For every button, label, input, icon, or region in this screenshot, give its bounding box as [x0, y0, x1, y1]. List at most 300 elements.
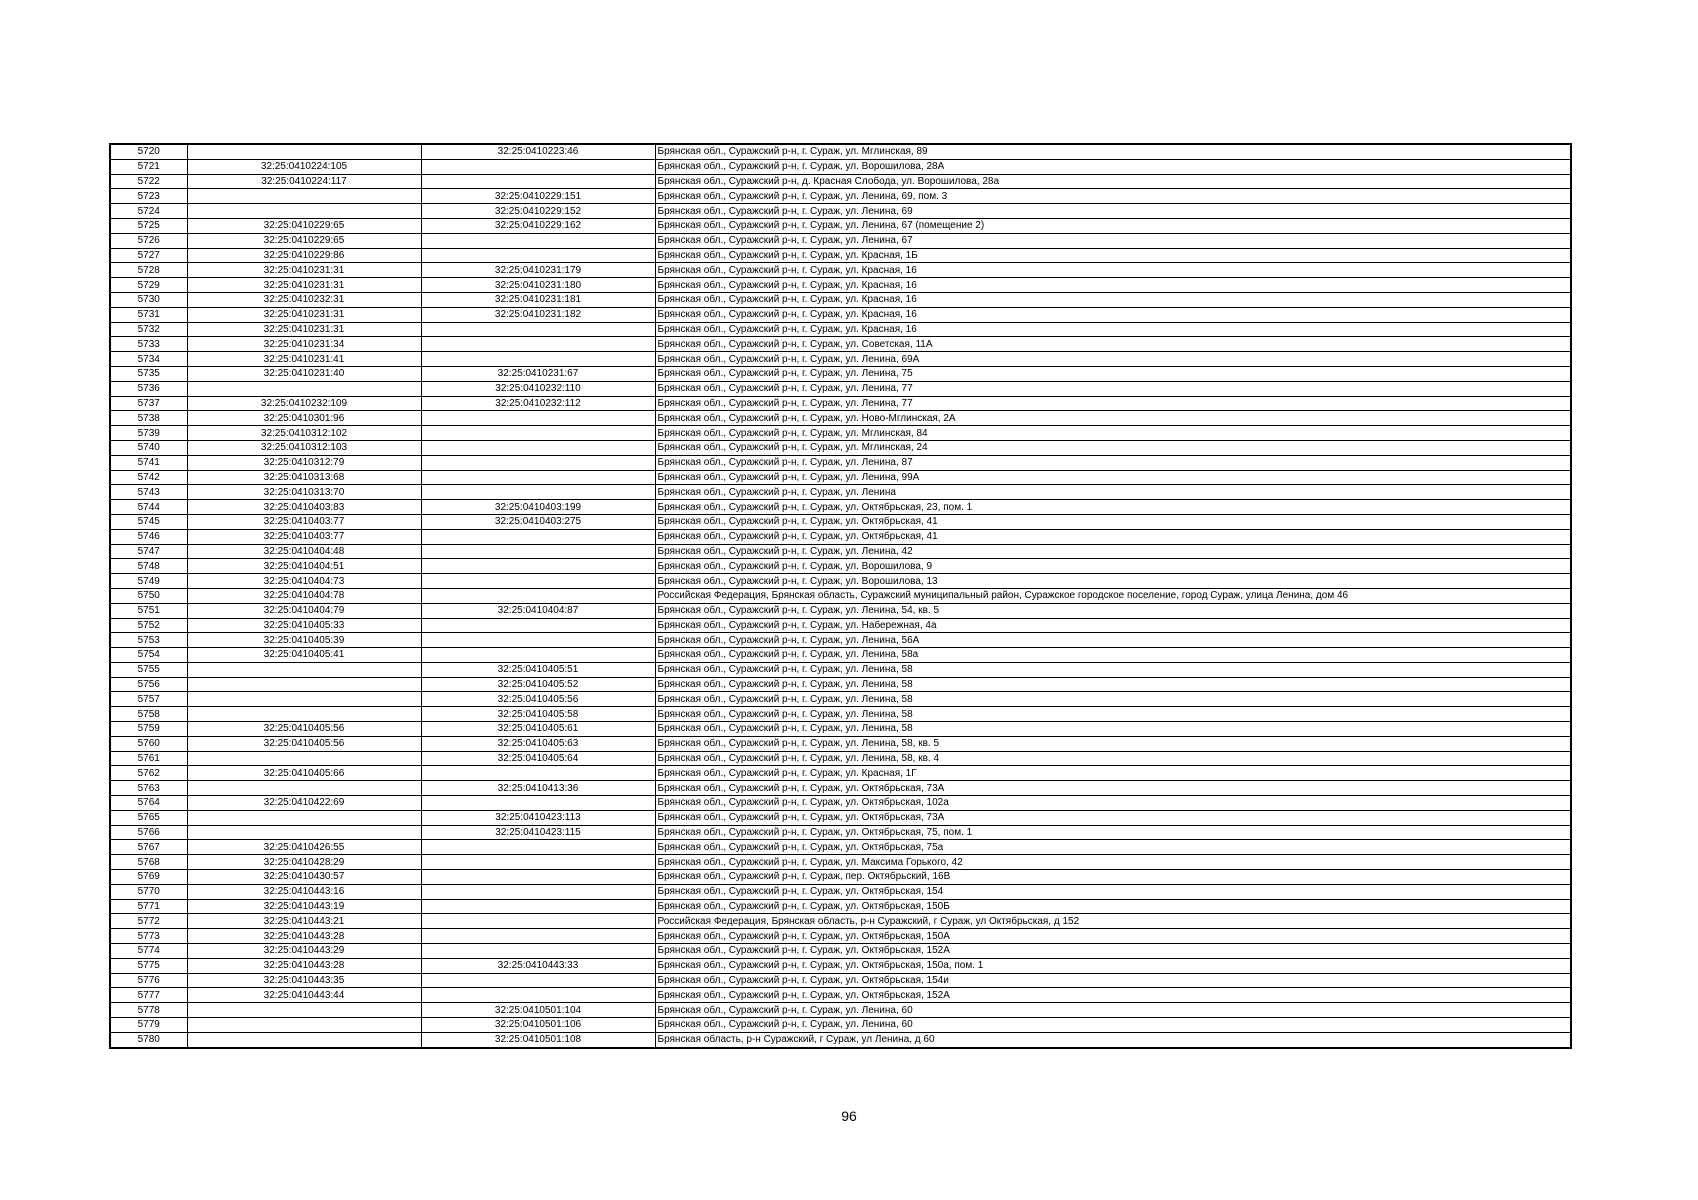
row-number-cell: 5768 [110, 855, 187, 870]
cadastral-number-land-cell: 32:25:0410301:96 [187, 411, 421, 426]
cadastral-number-object-cell [421, 322, 655, 337]
table-row [110, 914, 1571, 929]
cadastral-number-object-cell: 32:25:0410229:152 [421, 204, 655, 219]
cadastral-number-land-cell: 32:25:0410404:48 [187, 544, 421, 559]
address-cell: Брянская обл., Суражский р-н, г. Сураж, ул. Ленина, 87 [655, 455, 1571, 470]
table-row [110, 870, 1571, 885]
address-cell: Брянская обл., Суражский р-н, г. Сураж, ул. Мглинская, 89 [655, 144, 1571, 159]
row-number-cell: 5779 [110, 1018, 187, 1033]
cadastral-number-object-cell [421, 440, 655, 455]
cadastral-number-land-cell: 32:25:0410405:39 [187, 633, 421, 648]
cadastral-number-object-cell: 32:25:0410405:61 [421, 722, 655, 737]
address-cell: Брянская обл., Суражский р-н, г. Сураж, ул. Октябрьская, 23, пом. 1 [655, 500, 1571, 515]
cadastral-number-land-cell: 32:25:0410231:31 [187, 278, 421, 293]
address-cell: Брянская обл., Суражский р-н, г. Сураж, ул. Ворошилова, 9 [655, 559, 1571, 574]
address-cell: Брянская обл., Суражский р-н, г. Сураж, ул. Ленина, 77 [655, 381, 1571, 396]
cadastral-number-object-cell: 32:25:0410229:162 [421, 218, 655, 233]
cadastral-number-object-cell [421, 929, 655, 944]
cadastral-number-object-cell [421, 337, 655, 352]
table-row [110, 973, 1571, 988]
table-row [110, 366, 1571, 381]
address-cell: Брянская обл., Суражский р-н, г. Сураж, ул. Ленина, 58 [655, 692, 1571, 707]
row-number-cell: 5752 [110, 618, 187, 633]
page-number: 96 [841, 1108, 857, 1124]
cadastral-number-land-cell: 32:25:0410231:31 [187, 263, 421, 278]
table-row [110, 485, 1571, 500]
cadastral-number-land-cell [187, 825, 421, 840]
table-row [110, 529, 1571, 544]
row-number-cell: 5776 [110, 973, 187, 988]
row-number-cell: 5738 [110, 411, 187, 426]
cadastral-number-object-cell [421, 559, 655, 574]
cadastral-number-object-cell [421, 633, 655, 648]
cadastral-number-land-cell: 32:25:0410231:34 [187, 337, 421, 352]
cadastral-number-object-cell [421, 914, 655, 929]
cadastral-number-land-cell: 32:25:0410428:29 [187, 855, 421, 870]
row-number-cell: 5733 [110, 337, 187, 352]
address-cell: Брянская обл., Суражский р-н, г. Сураж, ул. Красная, 1Г [655, 766, 1571, 781]
cadastral-number-object-cell [421, 884, 655, 899]
cadastral-number-object-cell [421, 544, 655, 559]
table-row [110, 233, 1571, 248]
row-number-cell: 5728 [110, 263, 187, 278]
cadastral-number-object-cell [421, 470, 655, 485]
cadastral-number-land-cell: 32:25:0410231:31 [187, 322, 421, 337]
cadastral-number-land-cell [187, 751, 421, 766]
cadastral-number-land-cell: 32:25:0410313:68 [187, 470, 421, 485]
address-cell: Брянская обл., Суражский р-н, г. Сураж, ул. Ленина [655, 485, 1571, 500]
cadastral-number-object-cell: 32:25:0410231:181 [421, 292, 655, 307]
address-cell: Брянская обл., Суражский р-н, г. Сураж, ул. Октябрьская, 150А [655, 929, 1571, 944]
row-number-cell: 5721 [110, 159, 187, 174]
table-row [110, 455, 1571, 470]
row-number-cell: 5753 [110, 633, 187, 648]
address-cell: Брянская обл., Суражский р-н, г. Сураж, ул. Ленина, 58 [655, 707, 1571, 722]
row-number-cell: 5740 [110, 440, 187, 455]
cadastral-number-object-cell: 32:25:0410403:199 [421, 500, 655, 515]
cadastral-number-land-cell [187, 189, 421, 204]
address-cell: Брянская обл., Суражский р-н, г. Сураж, ул. Октябрьская, 102а [655, 796, 1571, 811]
cadastral-number-land-cell: 32:25:0410403:83 [187, 500, 421, 515]
cadastral-number-object-cell: 32:25:0410231:182 [421, 307, 655, 322]
address-cell: Брянская обл., Суражский р-н, г. Сураж, ул. Ленина, 60 [655, 1003, 1571, 1018]
table-row [110, 292, 1571, 307]
table-row [110, 204, 1571, 219]
cadastral-number-object-cell [421, 840, 655, 855]
table-row [110, 218, 1571, 233]
cadastral-number-land-cell [187, 662, 421, 677]
row-number-cell: 5757 [110, 692, 187, 707]
address-cell: Брянская обл., Суражский р-н, г. Сураж, ул. Ленина, 54, кв. 5 [655, 603, 1571, 618]
cadastral-number-land-cell [187, 144, 421, 159]
cadastral-number-land-cell: 32:25:0410430:57 [187, 870, 421, 885]
row-number-cell: 5764 [110, 796, 187, 811]
cadastral-number-land-cell [187, 707, 421, 722]
row-number-cell: 5736 [110, 381, 187, 396]
cadastral-number-land-cell: 32:25:0410403:77 [187, 514, 421, 529]
cadastral-table [109, 143, 1572, 1049]
cadastral-number-land-cell: 32:25:0410232:109 [187, 396, 421, 411]
table-row [110, 411, 1571, 426]
address-cell: Брянская область, р-н Суражский, г Сураж, ул Ленина, д 60 [655, 1032, 1571, 1047]
row-number-cell: 5744 [110, 500, 187, 515]
cadastral-number-object-cell: 32:25:0410232:110 [421, 381, 655, 396]
row-number-cell: 5778 [110, 1003, 187, 1018]
cadastral-number-land-cell: 32:25:0410229:86 [187, 248, 421, 263]
cadastral-number-land-cell: 32:25:0410443:19 [187, 899, 421, 914]
cadastral-number-land-cell: 32:25:0410443:16 [187, 884, 421, 899]
address-cell: Брянская обл., Суражский р-н, г. Сураж, ул. Ворошилова, 28А [655, 159, 1571, 174]
row-number-cell: 5774 [110, 944, 187, 959]
row-number-cell: 5742 [110, 470, 187, 485]
cadastral-number-land-cell [187, 381, 421, 396]
table-row [110, 559, 1571, 574]
address-cell: Брянская обл., Суражский р-н, г. Сураж, ул. Ленина, 99А [655, 470, 1571, 485]
row-number-cell: 5745 [110, 514, 187, 529]
address-cell: Брянская обл., Суражский р-н, д. Красная Слобода, ул. Ворошилова, 28а [655, 174, 1571, 189]
cadastral-number-land-cell [187, 810, 421, 825]
table-row [110, 988, 1571, 1003]
cadastral-number-land-cell: 32:25:0410224:117 [187, 174, 421, 189]
cadastral-number-land-cell: 32:25:0410426:55 [187, 840, 421, 855]
table-row [110, 929, 1571, 944]
cadastral-number-land-cell: 32:25:0410422:69 [187, 796, 421, 811]
address-cell: Брянская обл., Суражский р-н, г. Сураж, ул. Ленина, 69 [655, 204, 1571, 219]
address-cell: Брянская обл., Суражский р-н, г. Сураж, ул. Набережная, 4а [655, 618, 1571, 633]
table-row [110, 174, 1571, 189]
table-row [110, 1032, 1571, 1047]
cadastral-number-object-cell [421, 574, 655, 589]
address-cell: Брянская обл., Суражский р-н, г. Сураж, ул. Ленина, 58 [655, 662, 1571, 677]
table-row [110, 263, 1571, 278]
table-row [110, 337, 1571, 352]
cadastral-number-object-cell [421, 973, 655, 988]
address-cell: Брянская обл., Суражский р-н, г. Сураж, ул. Красная, 16 [655, 307, 1571, 322]
cadastral-number-object-cell [421, 899, 655, 914]
row-number-cell: 5771 [110, 899, 187, 914]
row-number-cell: 5754 [110, 648, 187, 663]
row-number-cell: 5730 [110, 292, 187, 307]
address-cell: Брянская обл., Суражский р-н, г. Сураж, ул. Ленина, 56А [655, 633, 1571, 648]
cadastral-number-land-cell [187, 692, 421, 707]
table-row [110, 796, 1571, 811]
cadastral-number-land-cell: 32:25:0410404:79 [187, 603, 421, 618]
table-row [110, 692, 1571, 707]
address-cell: Брянская обл., Суражский р-н, г. Сураж, ул. Ленина, 42 [655, 544, 1571, 559]
cadastral-number-land-cell: 32:25:0410231:40 [187, 366, 421, 381]
cadastral-number-object-cell [421, 944, 655, 959]
table-row [110, 470, 1571, 485]
cadastral-number-object-cell [421, 248, 655, 263]
table-row [110, 396, 1571, 411]
cadastral-number-land-cell: 32:25:0410443:44 [187, 988, 421, 1003]
row-number-cell: 5727 [110, 248, 187, 263]
cadastral-number-object-cell [421, 766, 655, 781]
table-row [110, 677, 1571, 692]
row-number-cell: 5747 [110, 544, 187, 559]
address-cell: Брянская обл., Суражский р-н, г. Сураж, ул. Ленина, 67 (помещение 2) [655, 218, 1571, 233]
address-cell: Брянская обл., Суражский р-н, г. Сураж, ул. Ленина, 58 [655, 722, 1571, 737]
table-row [110, 899, 1571, 914]
row-number-cell: 5755 [110, 662, 187, 677]
cadastral-number-object-cell: 32:25:0410231:180 [421, 278, 655, 293]
table-row [110, 648, 1571, 663]
table-row [110, 633, 1571, 648]
cadastral-number-land-cell: 32:25:0410405:33 [187, 618, 421, 633]
table-row [110, 544, 1571, 559]
cadastral-number-object-cell [421, 796, 655, 811]
cadastral-number-object-cell [421, 529, 655, 544]
cadastral-number-object-cell [421, 988, 655, 1003]
address-cell: Брянская обл., Суражский р-н, г. Сураж, ул. Октябрьская, 73А [655, 781, 1571, 796]
table-row [110, 810, 1571, 825]
cadastral-number-object-cell: 32:25:0410405:51 [421, 662, 655, 677]
row-number-cell: 5731 [110, 307, 187, 322]
table-row [110, 189, 1571, 204]
cadastral-number-land-cell [187, 204, 421, 219]
table-row [110, 381, 1571, 396]
cadastral-number-object-cell: 32:25:0410405:52 [421, 677, 655, 692]
cadastral-number-land-cell: 32:25:0410443:28 [187, 958, 421, 973]
row-number-cell: 5735 [110, 366, 187, 381]
table-row [110, 944, 1571, 959]
cadastral-number-object-cell: 32:25:0410405:63 [421, 736, 655, 751]
table-row [110, 514, 1571, 529]
address-cell: Брянская обл., Суражский р-н, г. Сураж, ул. Октябрьская, 152А [655, 944, 1571, 959]
row-number-cell: 5763 [110, 781, 187, 796]
cadastral-number-object-cell [421, 411, 655, 426]
address-cell: Брянская обл., Суражский р-н, г. Сураж, ул. Ново-Мглинская, 2А [655, 411, 1571, 426]
row-number-cell: 5777 [110, 988, 187, 1003]
cadastral-number-land-cell: 32:25:0410312:79 [187, 455, 421, 470]
address-cell: Брянская обл., Суражский р-н, г. Сураж, ул. Ленина, 58 [655, 677, 1571, 692]
cadastral-number-land-cell: 32:25:0410405:56 [187, 736, 421, 751]
table-row [110, 603, 1571, 618]
row-number-cell: 5750 [110, 588, 187, 603]
table-row [110, 781, 1571, 796]
table-row [110, 722, 1571, 737]
row-number-cell: 5773 [110, 929, 187, 944]
cadastral-number-land-cell: 32:25:0410404:78 [187, 588, 421, 603]
cadastral-number-object-cell [421, 174, 655, 189]
cadastral-number-object-cell: 32:25:0410231:179 [421, 263, 655, 278]
address-cell: Брянская обл., Суражский р-н, г. Сураж, ул. Красная, 16 [655, 322, 1571, 337]
address-cell: Брянская обл., Суражский р-н, г. Сураж, ул. Ленина, 67 [655, 233, 1571, 248]
cadastral-number-object-cell [421, 870, 655, 885]
address-cell: Брянская обл., Суражский р-н, г. Сураж, ул. Октябрьская, 154 [655, 884, 1571, 899]
table-row [110, 751, 1571, 766]
table-row [110, 736, 1571, 751]
table-row [110, 662, 1571, 677]
cadastral-number-object-cell: 32:25:0410231:67 [421, 366, 655, 381]
cadastral-number-land-cell: 32:25:0410443:21 [187, 914, 421, 929]
address-cell: Брянская обл., Суражский р-н, г. Сураж, ул. Ленина, 58, кв. 5 [655, 736, 1571, 751]
row-number-cell: 5726 [110, 233, 187, 248]
cadastral-number-object-cell: 32:25:0410405:64 [421, 751, 655, 766]
row-number-cell: 5725 [110, 218, 187, 233]
address-cell: Брянская обл., Суражский р-н, г. Сураж, ул. Ленина, 60 [655, 1018, 1571, 1033]
cadastral-number-land-cell: 32:25:0410229:65 [187, 233, 421, 248]
cadastral-number-object-cell: 32:25:0410403:275 [421, 514, 655, 529]
cadastral-number-object-cell [421, 159, 655, 174]
cadastral-number-object-cell: 32:25:0410405:58 [421, 707, 655, 722]
cadastral-number-object-cell: 32:25:0410423:115 [421, 825, 655, 840]
cadastral-number-object-cell [421, 352, 655, 367]
cadastral-number-land-cell: 32:25:0410404:51 [187, 559, 421, 574]
cadastral-number-land-cell [187, 677, 421, 692]
address-cell: Российская Федерация, Брянская область, Суражский муниципальный район, Суражское городское поселение, город Сураж, улица Ленина, дом 46 [655, 588, 1571, 603]
row-number-cell: 5775 [110, 958, 187, 973]
address-cell: Брянская обл., Суражский р-н, г. Сураж, пер. Октябрьский, 16В [655, 870, 1571, 885]
row-number-cell: 5734 [110, 352, 187, 367]
row-number-cell: 5724 [110, 204, 187, 219]
table-row [110, 352, 1571, 367]
row-number-cell: 5720 [110, 144, 187, 159]
cadastral-number-object-cell: 32:25:0410223:46 [421, 144, 655, 159]
address-cell: Брянская обл., Суражский р-н, г. Сураж, ул. Красная, 16 [655, 292, 1571, 307]
row-number-cell: 5765 [110, 810, 187, 825]
cadastral-number-land-cell: 32:25:0410312:102 [187, 426, 421, 441]
address-cell: Брянская обл., Суражский р-н, г. Сураж, ул. Ленина, 75 [655, 366, 1571, 381]
cadastral-number-object-cell: 32:25:0410405:56 [421, 692, 655, 707]
table-row [110, 440, 1571, 455]
address-cell: Брянская обл., Суражский р-н, г. Сураж, ул. Мглинская, 84 [655, 426, 1571, 441]
cadastral-number-object-cell [421, 426, 655, 441]
address-cell: Брянская обл., Суражский р-н, г. Сураж, ул. Ворошилова, 13 [655, 574, 1571, 589]
row-number-cell: 5743 [110, 485, 187, 500]
table-row [110, 278, 1571, 293]
row-number-cell: 5760 [110, 736, 187, 751]
address-cell: Брянская обл., Суражский р-н, г. Сураж, ул. Октябрьская, 73А [655, 810, 1571, 825]
address-cell: Брянская обл., Суражский р-н, г. Сураж, ул. Мглинская, 24 [655, 440, 1571, 455]
table-row [110, 825, 1571, 840]
table-row [110, 574, 1571, 589]
address-cell: Брянская обл., Суражский р-н, г. Сураж, ул. Октябрьская, 150а, пом. 1 [655, 958, 1571, 973]
row-number-cell: 5770 [110, 884, 187, 899]
table-row [110, 1018, 1571, 1033]
cadastral-number-land-cell: 32:25:0410312:103 [187, 440, 421, 455]
cadastral-number-object-cell: 32:25:0410413:36 [421, 781, 655, 796]
row-number-cell: 5732 [110, 322, 187, 337]
table-row [110, 248, 1571, 263]
cadastral-number-land-cell: 32:25:0410224:105 [187, 159, 421, 174]
cadastral-number-object-cell [421, 855, 655, 870]
address-cell: Брянская обл., Суражский р-н, г. Сураж, ул. Октябрьская, 75, пом. 1 [655, 825, 1571, 840]
cadastral-number-land-cell [187, 1018, 421, 1033]
row-number-cell: 5739 [110, 426, 187, 441]
cadastral-number-land-cell: 32:25:0410232:31 [187, 292, 421, 307]
row-number-cell: 5756 [110, 677, 187, 692]
address-cell: Брянская обл., Суражский р-н, г. Сураж, ул. Октябрьская, 75а [655, 840, 1571, 855]
table-row [110, 958, 1571, 973]
cadastral-number-object-cell: 32:25:0410443:33 [421, 958, 655, 973]
table-row [110, 1003, 1571, 1018]
cadastral-number-object-cell: 32:25:0410232:112 [421, 396, 655, 411]
cadastral-number-land-cell: 32:25:0410231:41 [187, 352, 421, 367]
table-row [110, 144, 1571, 159]
cadastral-number-object-cell: 32:25:0410501:108 [421, 1032, 655, 1047]
table-row [110, 766, 1571, 781]
table-row [110, 307, 1571, 322]
cadastral-number-object-cell [421, 233, 655, 248]
cadastral-number-land-cell: 32:25:0410443:35 [187, 973, 421, 988]
address-cell: Брянская обл., Суражский р-н, г. Сураж, ул. Октябрьская, 150Б [655, 899, 1571, 914]
cadastral-number-land-cell: 32:25:0410231:31 [187, 307, 421, 322]
cadastral-number-object-cell [421, 648, 655, 663]
row-number-cell: 5759 [110, 722, 187, 737]
row-number-cell: 5762 [110, 766, 187, 781]
table-row [110, 500, 1571, 515]
cadastral-number-land-cell: 32:25:0410404:73 [187, 574, 421, 589]
address-cell: Брянская обл., Суражский р-н, г. Сураж, ул. Максима Горького, 42 [655, 855, 1571, 870]
cadastral-number-object-cell [421, 618, 655, 633]
cadastral-number-land-cell: 32:25:0410405:41 [187, 648, 421, 663]
address-cell: Брянская обл., Суражский р-н, г. Сураж, ул. Октябрьская, 152А [655, 988, 1571, 1003]
cadastral-number-land-cell: 32:25:0410443:29 [187, 944, 421, 959]
cadastral-number-land-cell: 32:25:0410313:70 [187, 485, 421, 500]
cadastral-number-land-cell [187, 781, 421, 796]
table-row [110, 159, 1571, 174]
address-cell: Брянская обл., Суражский р-н, г. Сураж, ул. Октябрьская, 41 [655, 529, 1571, 544]
cadastral-number-land-cell [187, 1032, 421, 1047]
cadastral-number-land-cell: 32:25:0410229:65 [187, 218, 421, 233]
row-number-cell: 5749 [110, 574, 187, 589]
table-row [110, 855, 1571, 870]
table-row [110, 322, 1571, 337]
row-number-cell: 5729 [110, 278, 187, 293]
table-body [110, 144, 1571, 1048]
table-row [110, 588, 1571, 603]
row-number-cell: 5751 [110, 603, 187, 618]
row-number-cell: 5761 [110, 751, 187, 766]
row-number-cell: 5741 [110, 455, 187, 470]
address-cell: Брянская обл., Суражский р-н, г. Сураж, ул. Октябрьская, 41 [655, 514, 1571, 529]
cadastral-number-object-cell: 32:25:0410423:113 [421, 810, 655, 825]
cadastral-number-object-cell [421, 588, 655, 603]
table-row [110, 840, 1571, 855]
cadastral-number-land-cell [187, 1003, 421, 1018]
address-cell: Брянская обл., Суражский р-н, г. Сураж, ул. Красная, 16 [655, 263, 1571, 278]
table-row [110, 618, 1571, 633]
row-number-cell: 5746 [110, 529, 187, 544]
row-number-cell: 5737 [110, 396, 187, 411]
row-number-cell: 5723 [110, 189, 187, 204]
address-cell: Брянская обл., Суражский р-н, г. Сураж, ул. Ленина, 69, пом. 3 [655, 189, 1571, 204]
address-cell: Брянская обл., Суражский р-н, г. Сураж, ул. Ленина, 58а [655, 648, 1571, 663]
cadastral-number-object-cell: 32:25:0410501:104 [421, 1003, 655, 1018]
address-cell: Брянская обл., Суражский р-н, г. Сураж, ул. Ленина, 77 [655, 396, 1571, 411]
row-number-cell: 5769 [110, 870, 187, 885]
address-cell: Брянская обл., Суражский р-н, г. Сураж, ул. Ленина, 58, кв. 4 [655, 751, 1571, 766]
row-number-cell: 5748 [110, 559, 187, 574]
address-cell: Российская Федерация, Брянская область, р-н Суражский, г Сураж, ул Октябрьская, д 152 [655, 914, 1571, 929]
address-cell: Брянская обл., Суражский р-н, г. Сураж, ул. Советская, 11А [655, 337, 1571, 352]
cadastral-number-object-cell: 32:25:0410501:106 [421, 1018, 655, 1033]
address-cell: Брянская обл., Суражский р-н, г. Сураж, ул. Октябрьская, 154и [655, 973, 1571, 988]
cadastral-number-object-cell: 32:25:0410229:151 [421, 189, 655, 204]
cadastral-number-land-cell: 32:25:0410405:66 [187, 766, 421, 781]
address-cell: Брянская обл., Суражский р-н, г. Сураж, ул. Ленина, 69А [655, 352, 1571, 367]
table-row [110, 707, 1571, 722]
cadastral-number-object-cell [421, 455, 655, 470]
table-row [110, 884, 1571, 899]
cadastral-number-land-cell: 32:25:0410443:28 [187, 929, 421, 944]
cadastral-number-object-cell: 32:25:0410404:87 [421, 603, 655, 618]
row-number-cell: 5772 [110, 914, 187, 929]
row-number-cell: 5767 [110, 840, 187, 855]
row-number-cell: 5780 [110, 1032, 187, 1047]
address-cell: Брянская обл., Суражский р-н, г. Сураж, ул. Красная, 1Б [655, 248, 1571, 263]
